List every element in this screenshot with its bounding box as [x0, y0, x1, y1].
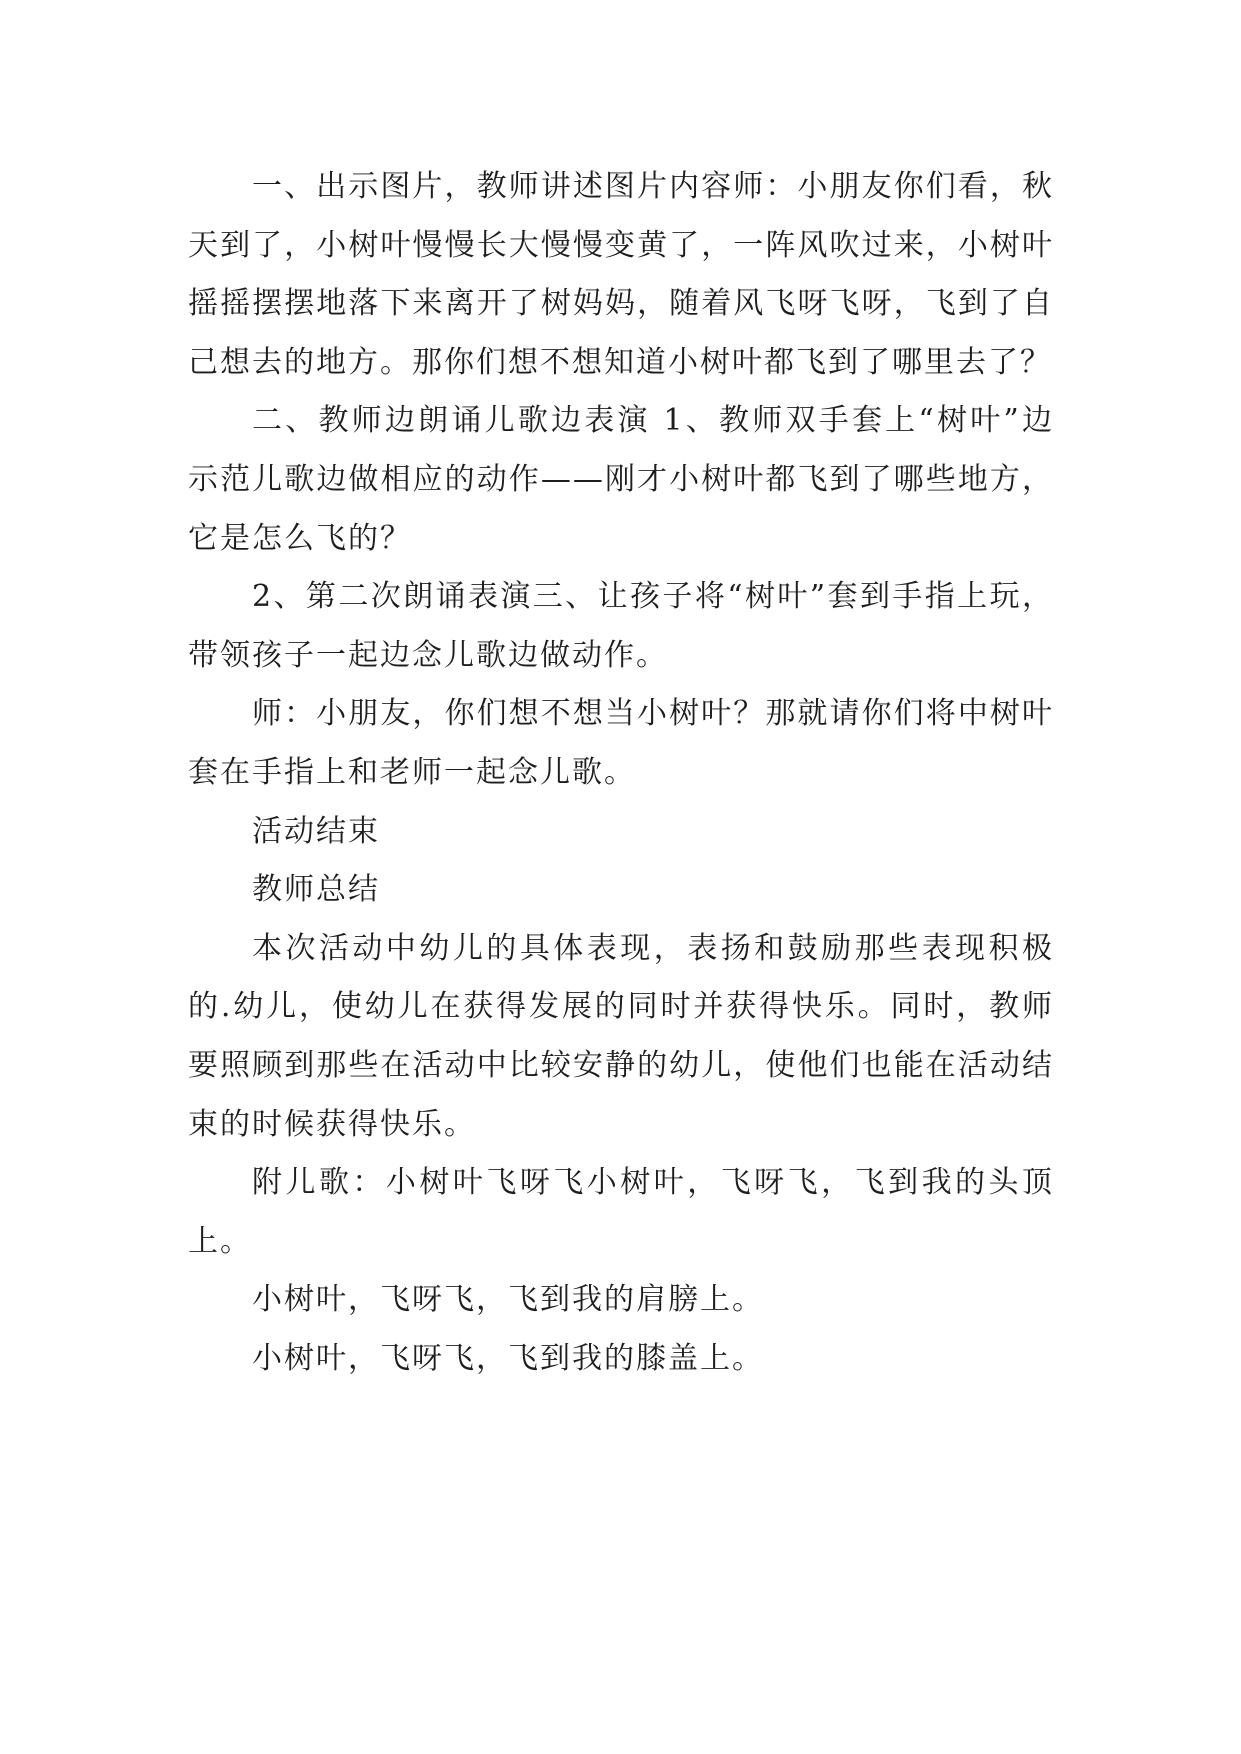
paragraph-second-recitation: 2、第二次朗诵表演三、让孩子将“树叶”套到手指上玩，带领孩子一起边念儿歌边做动作。 — [188, 579, 1054, 673]
song-line-shoulder: 小树叶，飞呀飞，飞到我的肩膀上。 — [252, 1282, 764, 1318]
heading-activity-end: 活动结束 — [252, 813, 380, 849]
paragraph-teacher-recitation: 二、教师边朗诵儿歌边表演 1、教师双手套上“树叶”边示范儿歌边做相应的动作——刚才小树叶都飞到了哪些地方，它是怎么飞的？ — [188, 403, 1054, 556]
paragraph-intro-picture: 一、出示图片，教师讲述图片内容师：小朋友你们看，秋天到了，小树叶慢慢长大慢慢变黄了，一阵风吹过来，小树叶摇摇摆摆地落下来离开了树妈妈，随着风飞呀飞呀，飞到了自己想去的地方。那你们想不想知道小树叶都飞到了哪里去了？ — [188, 169, 1054, 380]
document-page — [188, 158, 1054, 1388]
paragraph-teacher-question: 师：小朋友，你们想不想当小树叶？那就请你们将中树叶套在手指上和老师一起念儿歌。 — [188, 696, 1054, 790]
paragraph-summary: 本次活动中幼儿的具体表现，表扬和鼓励那些表现积极的.幼儿，使幼儿在获得发展的同时并获得快乐。同时，教师要照顾到那些在活动中比较安静的幼儿，使他们也能在活动结束的时候获得快乐。 — [188, 930, 1054, 1142]
paragraph-song-intro: 附儿歌：小树叶飞呀飞小树叶，飞呀飞，飞到我的头顶上。 — [188, 1165, 1054, 1259]
song-line-knee: 小树叶，飞呀飞，飞到我的膝盖上。 — [252, 1340, 764, 1376]
heading-teacher-summary: 教师总结 — [252, 872, 380, 908]
